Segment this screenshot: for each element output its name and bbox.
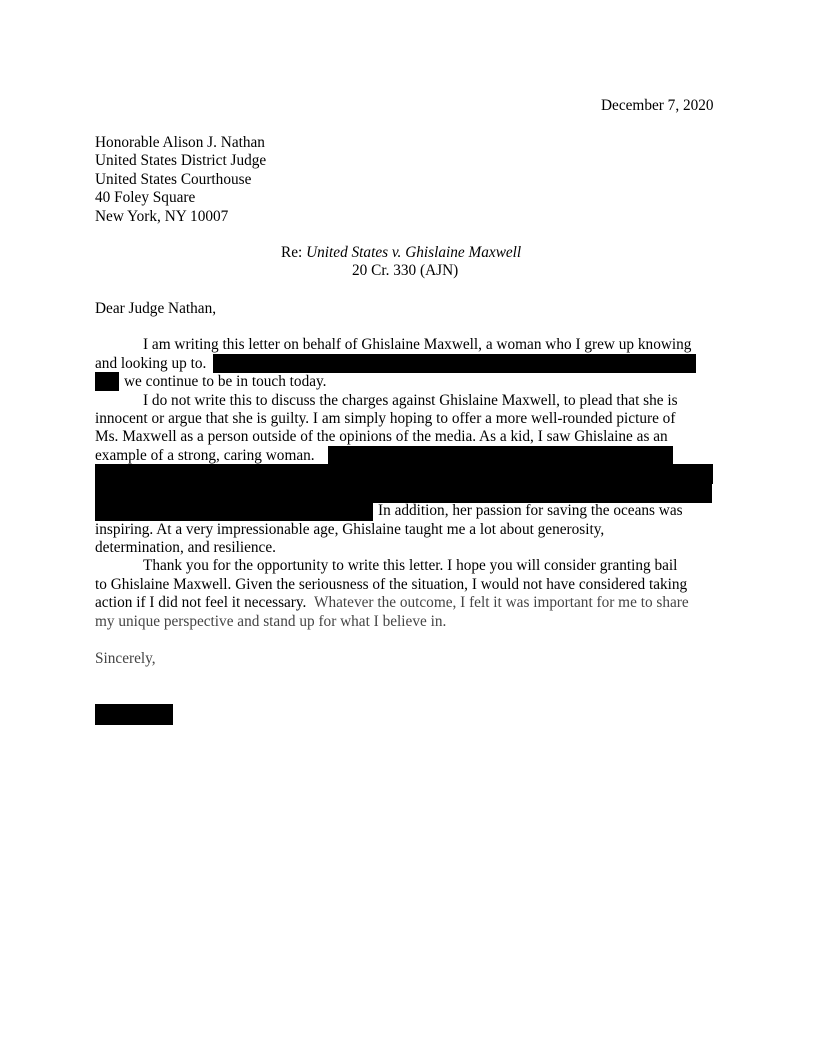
paragraph-line: Thank you for the opportunity to write this letter. I hope you will consider granting bail [143,557,678,574]
case-number: 20 Cr. 330 (AJN) [352,262,459,279]
recipient-line: New York, NY 10007 [95,208,229,225]
paragraph-line: I do not write this to discuss the charges against Ghislaine Maxwell, to plead that she is [143,392,678,409]
paragraph-line: I am writing this letter on behalf of Ghislaine Maxwell, a woman who I grew up knowing [143,336,692,353]
paragraph-line: inspiring. At a very impressionable age, Ghislaine taught me a lot about generosity, [95,521,605,538]
re-prefix: Re: [281,244,307,261]
redaction-box [95,464,713,484]
paragraph-line: example of a strong, caring woman. [95,447,315,464]
paragraph-line: innocent or argue that she is guilty. I am simply hoping to offer a more well-rounded picture of [95,410,676,427]
redaction-box [95,372,119,391]
letter-date: December 7, 2020 [601,97,714,114]
paragraph-line: we continue to be in touch today. [124,373,327,390]
redaction-box [95,484,712,503]
paragraph-text: action if I did not feel it necessary. [95,594,307,611]
recipient-line: United States Courthouse [95,171,252,188]
re-line [281,244,521,262]
paragraph-line [95,594,689,612]
recipient-line: 40 Foley Square [95,189,196,206]
redaction-box [328,446,673,465]
paragraph-line: and looking up to. [95,355,207,372]
salutation: Dear Judge Nathan, [95,300,217,317]
paragraph-line: determination, and resilience. [95,539,276,556]
paragraph-line: Ms. Maxwell as a person outside of the opinions of the media. As a kid, I saw Ghislaine as an [95,428,668,445]
redaction-box [213,354,696,373]
redaction-box [95,502,373,521]
signature-redaction [95,704,173,725]
case-title: United States v. Ghislaine Maxwell [306,244,522,261]
recipient-line: Honorable Alison J. Nathan [95,134,265,151]
recipient-line: United States District Judge [95,152,267,169]
paragraph-text: Whatever the outcome, I felt it was important for me to share [314,594,689,611]
paragraph-line: to Ghislaine Maxwell. Given the seriousness of the situation, I would not have considered taking [95,576,688,593]
paragraph-line: In addition, her passion for saving the oceans was [378,502,683,519]
paragraph-line: my unique perspective and stand up for what I believe in. [95,613,447,630]
closing: Sincerely, [95,650,156,667]
